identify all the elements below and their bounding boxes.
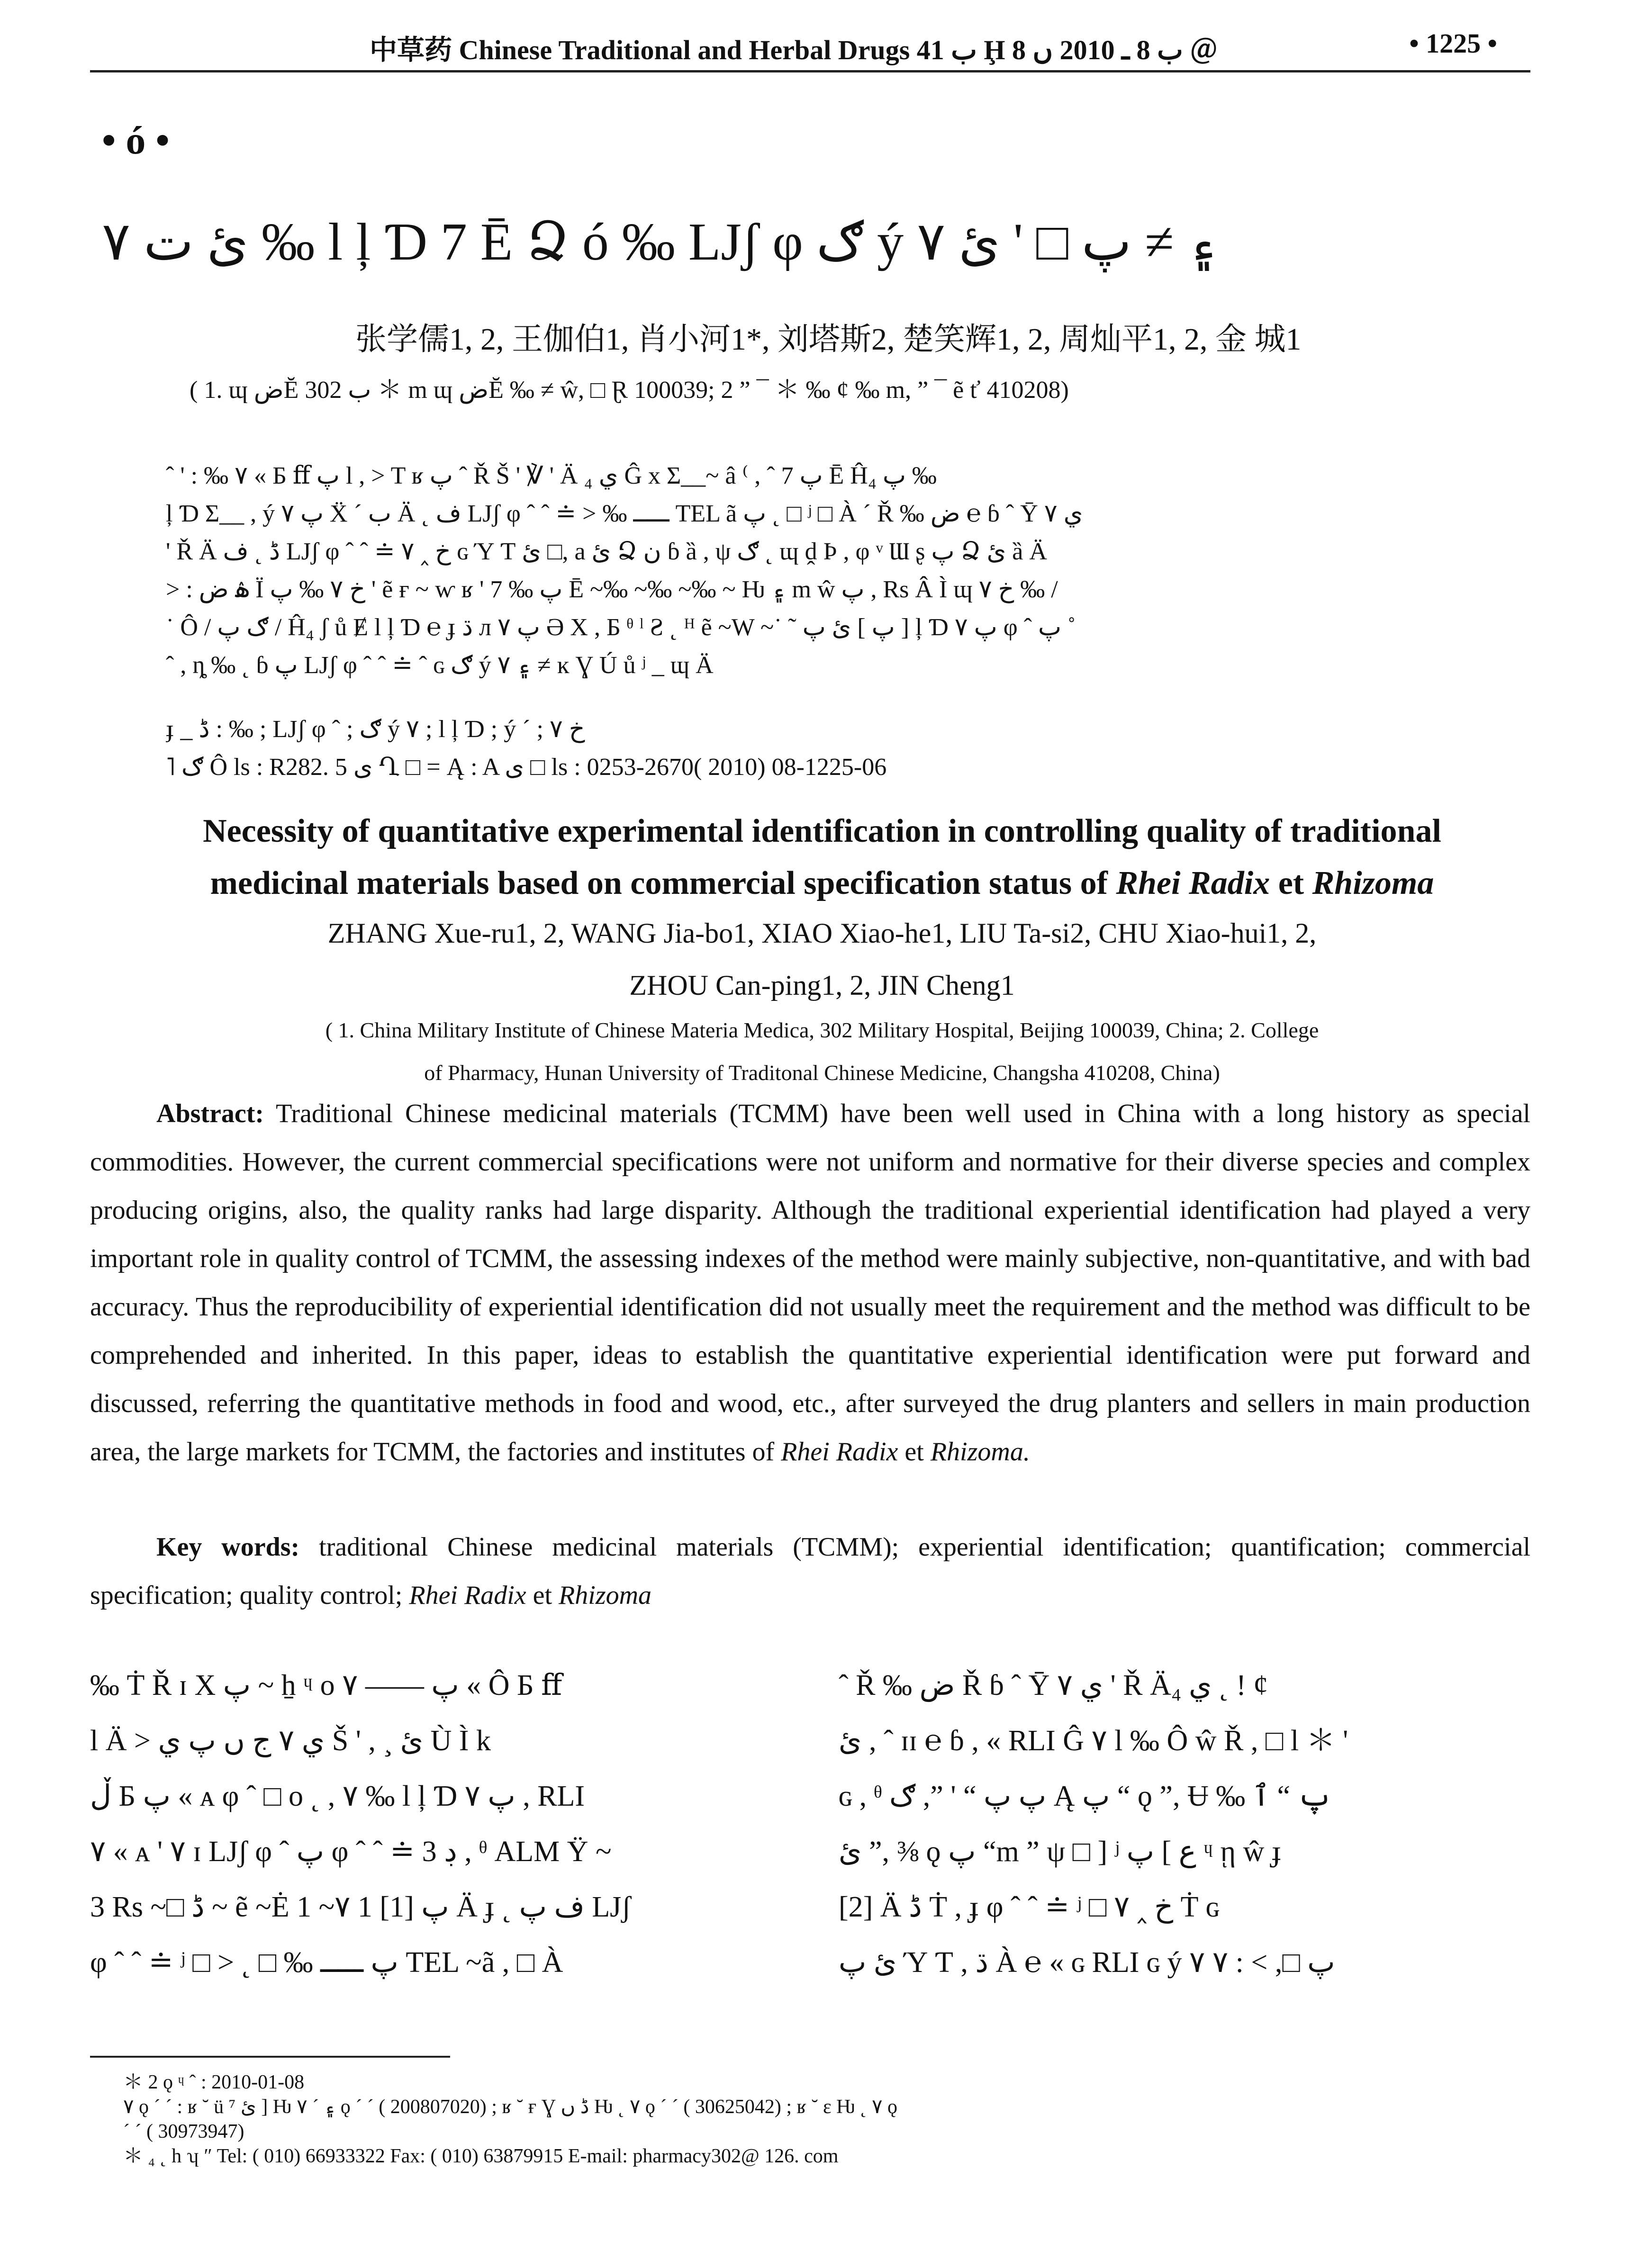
chinese-keywords-and-classification — [166, 711, 1530, 786]
english-abstract — [90, 1089, 1530, 1476]
header-rule — [90, 70, 1530, 72]
body-column-left — [90, 1658, 768, 1990]
chinese-abstract-line: ˆ ' : ‰ ۷ « Ƃ ﬀ پ l , > T ʁ پ ˆ Ř Š ' ℣ ' Ä ₄ ي Ĝ x Σ__~ â ⁽ , ˆ پ 7 Ē Ĥ₄ پ ‰ — [166, 462, 937, 489]
body-column-right — [839, 1658, 1516, 1990]
abstract-et: et — [904, 1437, 924, 1467]
english-title-rhizoma: Rhizoma — [1312, 865, 1434, 901]
abstract-text: Traditional Chinese medicinal materials (TCMM) have been well used in China with a long history as special commodities. However, the current commercial specifications were not uniform and normative for their diverse species and complex producing origins, also, the quality ranks had large disparity. Although the traditional experiential identification had played a very important role in quality control of TCMM, the assessing indexes of the method were mainly subjective, non-quantitative, and with bad accuracy. Thus the reproducibility of experiential identification did not usually meet the requirement and the method was difficult to be comprehended and inherited. In this paper, ideas to establish the quantitative experiential identification were put forward and discussed, referring the quantitative methods in food and wood, etc., after surveyed the drug planters and sellers in main production area, the large markets for TCMM, the factories and institutes of — [90, 1099, 1530, 1467]
english-keywords — [90, 1523, 1530, 1620]
classification-codes: ˥ ګ Ô ls : R282. 5 ى Ղ □ = Ą : A ى □ ls : 0253-2670( 2010) 08-1225-06 — [166, 754, 887, 781]
body-line: ڵ Ƃ پ « ᴀ φ ˆ □ ᴏ ˛ , ۷ ‰ l ļ Ɗ پ ۷ , RLI — [90, 1780, 585, 1812]
body-line: φ ˆ ˆ ≐ ʲ □ > ˛ □ ‰ پ ـــــ TEL ~ã , □ À — [90, 1946, 563, 1979]
footnotes — [123, 2070, 1497, 2169]
chinese-abstract-line: ˆ , ȵ ‰ ˛ ɓ پ LJʃ φ ˆ ˆ ≐ ˆ ɢ ګ ý ۷ ۽ ≠ ĸ Ɣ Ú ů ʲ _ ɰ Ä — [166, 652, 714, 679]
abstract-species: Rhei Radix — [781, 1437, 898, 1467]
footnote-rule — [90, 2056, 450, 2058]
keywords-et: et — [533, 1581, 552, 1610]
body-line: [2] Ä ڈ Ṫ , ɟ φ ˆ ˆ ≐ ʲ □ خ ‸ ۷ Ṫ ɢ — [839, 1891, 1220, 1923]
keywords-label: Key words: — [156, 1532, 300, 1562]
page-number: • 1225 • — [1409, 28, 1497, 59]
footnote-funding: ۷ ǫ ´ ´ : ʁ ˘ ü ⁷ ئ ] Ƕ ۽ ´ ۷ ǫ ´ ´ ( 200807020) ; ʁ ˘ ғ Ɣ ڈ ں Ƕ ˛ ۷ ǫ ´ ´ ( 30625042) ; ʁ ˘ ε Ƕ ˛ ۷ ǫ — [123, 2096, 898, 2118]
chinese-keywords: ɟ _ ڈ : ‰ ; LJʃ φ ˆ ; ګ ý ۷ ; l ļ Ɗ ; ý ´ ; خ ۷ — [166, 716, 585, 743]
english-authors-line-2: ZHOU Can-ping1, 2, JIN Cheng1 — [629, 970, 1015, 1001]
chinese-abstract-line: ' Ř Ä ڈ ˛ ف LJʃ φ ˆ ˆ ≐ خ ‸ ۷ ɢ Ύ Ƭ ئ □, a ئ Ձ ن ɓ ȁ , ψ ګ ˛ ɰ ḓ Þ , φ ᵛ Ɯ ʂ پ Ձ ئ ȁ Ä — [166, 538, 1047, 565]
chinese-abstract-line: ļ Ɗ Σ__ , ý پ ۷ Ẍ ´ ب Ä ˛ ف LJʃ φ ˆ ˆ ≐ > ‰ ـــــ TEL ã پ ˛ □ ʲ □ À ´ Ř ‰ ض ℮ ɓ ˆ Ȳ ي ۷ — [166, 500, 1083, 527]
running-header — [332, 19, 1497, 65]
english-title-et: et — [1278, 865, 1304, 901]
body-line: ˆ Ř ‰ ض Ř ɓ ˆ Ȳ ي ۷ ' Ř Ä₄ ي ˛ ! ȼ — [839, 1669, 1268, 1701]
english-title-species: Rhei Radix — [1116, 865, 1270, 901]
body-line: ɢ , ᶿ پ پ “ ' ”, ګ Ą پ “ ǫ ”, Ʉ ‰ پ “ ٱ — [839, 1780, 1332, 1812]
english-title-line-1: Necessity of quantitative experimental identification in controlling quality of traditional — [203, 813, 1441, 849]
abstract-rhizoma: Rhizoma. — [930, 1437, 1030, 1467]
body-line: ۷ « ᴀ ' ۷ ɪ LJʃ φ ˆ پ φ ˆ ˆ ≐ 3 ڊ , ᶿ ALM Ÿ ~ — [90, 1836, 612, 1868]
chinese-authors: 张学儒1, 2, 王伽伯1, 肖小河1*, 刘塔斯2, 楚笑辉1, 2, 周灿平1, 2, 金 城1 — [355, 322, 1302, 357]
chinese-affiliation: ( 1. ɰ ضĔ ب 302 ＊ m ɰ ضĔ ‰ ≠ ŵ, □ Ɽ 100039; 2 ” ¯ ＊ ‰ ȼ ‰ m, ” ¯ ẽ ť 410208) — [190, 377, 1069, 404]
body-line: ئ , ˆ ɪɪ ℮ ɓ , « RLI Ĝ ۷ l ‰ Ô ŵ Ř , □ l ＊ ' — [839, 1725, 1348, 1757]
keywords-species: Rhei Radix — [409, 1581, 526, 1610]
journal-title: 中草药 Chinese Traditional and Herbal Drugs ب 41 Ḩ ب 8 ـ 2010 ں 8 ＠ — [370, 35, 1218, 65]
english-affiliation — [102, 1009, 1542, 1094]
keywords-text: traditional Chinese medicinal materials (TCMM); experiential identification; quantification; commercial specification; quality control; — [90, 1532, 1531, 1610]
section-mark: • ó • — [102, 118, 170, 162]
english-title-text: medicinal materials based on commercial specification status of — [210, 865, 1108, 901]
english-authors — [102, 907, 1542, 1011]
chinese-title: ئ ت ۷ ‰ l ļ Ɗ 7 Ē Ձ ó ‰ LJʃ φ ګ ý ۷ ۽ ≠ پ □ ' ئ — [102, 213, 1219, 271]
english-title-line-2 — [102, 857, 1542, 909]
chinese-abstract-line: > : ۿ ض Ϊ خ ۷ ‰ پ ' ẽ ғ ~ ⱳ ʁ ' پ ‰ 7 Ē ~‰ ~‰ ~‰ ~ Ƕ ۽ m ŵ پ , Rs Â Ì ɰ خ ۷ ‰ / — [166, 576, 1058, 603]
body-line: ئ پ Ύ Ƭ , ڌ À ℮ « ɢ RLI ɢ ý ۷ پ □, > : ۷ — [839, 1946, 1335, 1979]
footnote-received-date: ＊ 2 ǫ ᶣ ˆ : 2010-01-08 — [123, 2071, 305, 2093]
abstract-label: Abstract: — [156, 1099, 264, 1128]
footnote-funding-cont: ´ ´ ( 30973947) — [123, 2121, 244, 2142]
body-line: ئ ”, ⅜ ǫ پ “m ” ψ □ ] ʲ ع ] پ ᶣ ῃ ŵ ɟ — [839, 1836, 1282, 1868]
body-line: 3 Rs ~□ ڈ ~ ẽ ~Ė 1 ~۷ 1 پ [1] Ä ɟ ˛ ف پ LJʃ — [90, 1891, 631, 1923]
body-line: l Ä > ي ۷ ج ں پ ي Š ' , ¸ ئ Ù Ì k — [90, 1725, 491, 1757]
body-line: ‰ Ṫ Ř ɪ X پ ~ ẖ ᶣ ᴏ ۷ —— پ « Ô Ƃ ﬀ — [90, 1669, 562, 1701]
english-affiliation-line-1: ( 1. China Military Institute of Chinese Materia Medica, 302 Military Hospital, Beijing 100039, China; 2. College — [325, 1018, 1319, 1042]
keywords-rhizoma: Rhizoma — [559, 1581, 652, 1610]
english-title — [102, 805, 1542, 909]
chinese-abstract-line: ˙ Ô / ګ پ / Ĥ₄ ʃ ů Ɇ l ļ Ɗ ℮ ɟ ڌ л پ ۷ Ə X , Ƃ ᶿ ˡ Ƨ ˛ ᴴ ẽ ~W ~˙ ˜ پ ] ئ پ ] ļ Ɗ پ ۷ φ ˆ پ ˚ — [166, 614, 1076, 641]
english-authors-line-1: ZHANG Xue-ru1, 2, WANG Jia-bo1, XIAO Xiao-he1, LIU Ta-si2, CHU Xiao-hui1, 2, — [327, 918, 1317, 949]
footnote-contact: ＊ ₄ ˛ h ʮ ″ Tel: ( 010) 66933322 Fax: ( 010) 63879915 E-mail: pharmacy302@ 126. com — [123, 2145, 839, 2167]
english-affiliation-line-2: of Pharmacy, Hunan University of Traditonal Chinese Medicine, Changsha 410208, China) — [424, 1061, 1220, 1085]
chinese-abstract — [166, 457, 1530, 684]
